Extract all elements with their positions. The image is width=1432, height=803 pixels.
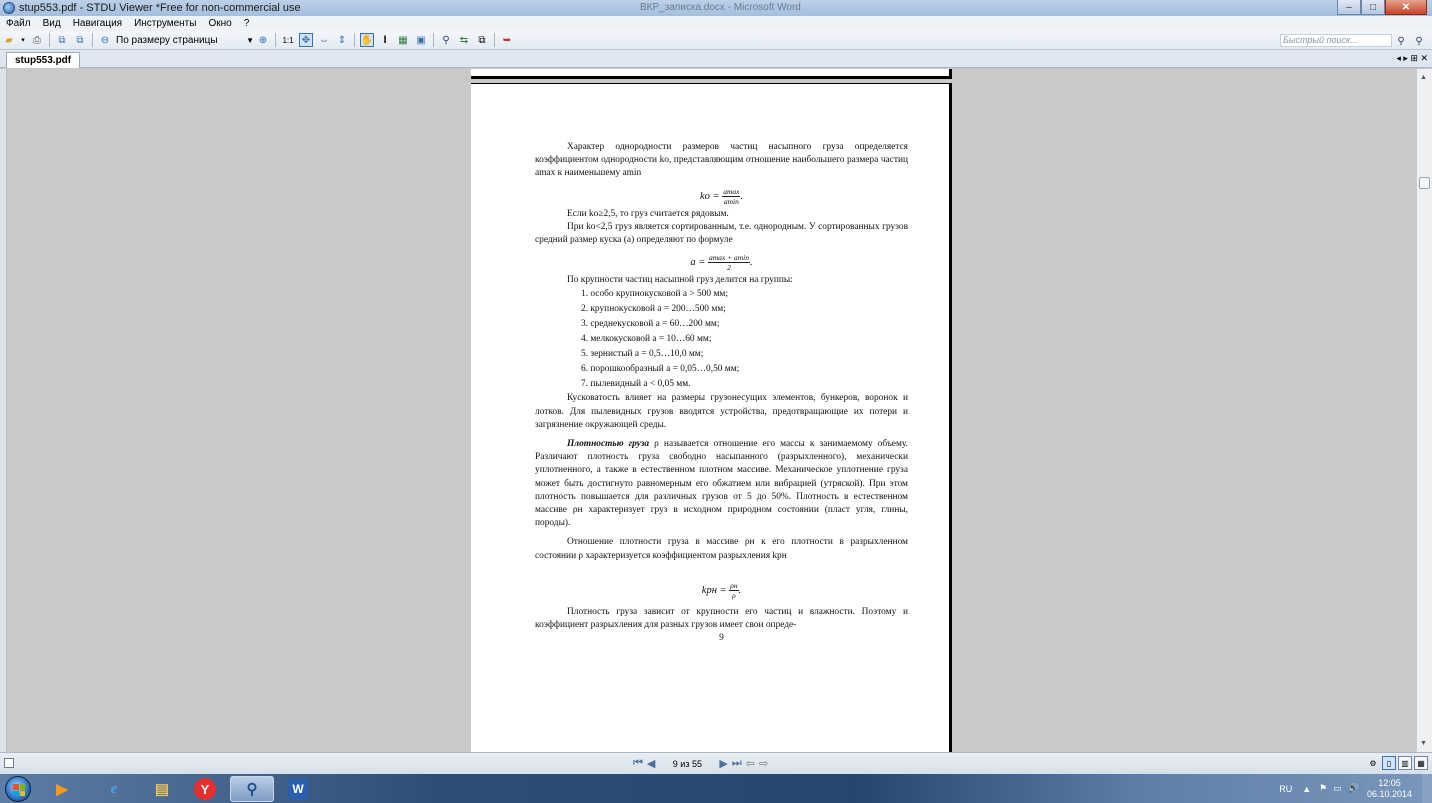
formula-loosening — [535, 581, 908, 600]
search-prev-icon[interactable]: ⚲ — [1397, 35, 1405, 47]
file-explorer-icon[interactable]: ▤ — [154, 781, 170, 798]
toolbar-separator — [275, 33, 276, 47]
list-item: 1. особо крупнокусковой a > 500 мм; — [581, 289, 728, 300]
panel-toggle-icon[interactable] — [4, 758, 14, 768]
paragraph: При kо<2,5 груз является сортированным, т.е. однородным. У сортированных грузов средний размер куска (а) определяют по формуле — [535, 221, 908, 246]
formula-numerator: ρн — [730, 580, 738, 590]
zoom-in-icon[interactable]: ⊕ — [258, 34, 268, 46]
status-bar — [0, 752, 1432, 774]
pdf-page — [471, 83, 952, 752]
formula-denominator: ρ — [732, 590, 736, 600]
fit-page-icon[interactable]: ✥ — [299, 33, 313, 47]
first-page-icon[interactable]: ⏮ — [633, 757, 643, 769]
print-icon[interactable]: ⎙ — [33, 34, 41, 46]
page-number: 9 — [719, 633, 724, 644]
zoom-select[interactable] — [116, 33, 254, 47]
formula-lhs: kо = — [699, 190, 720, 202]
show-desktop-button[interactable] — [1422, 774, 1432, 803]
formula-denominator: 2 — [727, 263, 731, 273]
internet-explorer-icon[interactable]: e — [110, 780, 118, 797]
menu-help[interactable]: ? — [243, 18, 250, 29]
swap-icon[interactable]: ⇆ — [459, 34, 469, 46]
copy-icon[interactable]: ⧉ — [478, 34, 486, 46]
toolbar-separator — [92, 33, 93, 47]
tray-expand-icon[interactable]: ▲ — [1302, 783, 1312, 794]
close-button[interactable]: ✕ — [1385, 0, 1427, 15]
paragraph-density — [535, 438, 908, 530]
word-task-icon[interactable]: W — [276, 776, 320, 802]
minimize-button[interactable]: – — [1337, 0, 1361, 15]
settings-icon[interactable]: ⚙ — [1369, 758, 1377, 768]
toolbar — [0, 31, 1432, 50]
window-title: stup553.pdf - STDU Viewer *Free for non-commercial use — [19, 2, 301, 14]
search-next-icon[interactable]: ⚲ — [1415, 35, 1423, 47]
facing-view-icon[interactable]: ▦ — [1414, 756, 1428, 770]
history-back-icon[interactable]: ⇦ — [745, 758, 755, 770]
vertical-scrollbar[interactable] — [1416, 69, 1432, 752]
list-item: 6. порошкообразный a = 0,05…0,50 мм; — [581, 364, 740, 375]
tab-controls[interactable]: ◂ ▸ ⊞ ✕ — [1396, 53, 1428, 63]
windows-logo-icon — [13, 784, 25, 796]
toolbar-separator — [494, 33, 495, 47]
term-density: Плотностью груза — [567, 439, 650, 450]
list-item: 4. мелкокусковой a = 10…60 мм; — [581, 334, 712, 345]
paragraph: Если kо≥2,5, то груз считается рядовым. — [567, 208, 729, 219]
formula-average-size — [535, 253, 908, 272]
snapshot-icon[interactable]: ▦ — [398, 34, 408, 46]
page-indicator[interactable]: 9 из 55 — [672, 758, 702, 769]
zoom-value: По размеру страницы — [116, 34, 218, 46]
thumbnail-icon[interactable]: ▣ — [416, 34, 426, 46]
flag-icon[interactable]: ⚑ — [1319, 783, 1328, 793]
dropdown-arrow-icon[interactable]: ▾ — [21, 37, 25, 44]
formula-lhs: a = — [690, 257, 706, 269]
page-next-icon[interactable]: ⧉ — [76, 34, 84, 46]
continuous-view-icon[interactable]: ▥ — [1398, 756, 1412, 770]
side-panel-collapsed[interactable] — [0, 69, 7, 752]
start-button[interactable] — [5, 776, 31, 802]
menu-tools[interactable]: Инструменты — [134, 18, 197, 29]
page-navigation — [633, 757, 768, 770]
yandex-browser-icon[interactable]: Y — [183, 776, 227, 802]
menu-file[interactable]: Файл — [6, 18, 31, 29]
list-item: 3. среднекусковой a = 60…200 мм; — [581, 319, 720, 330]
previous-page-icon[interactable]: ◀ — [646, 758, 656, 770]
document-viewport[interactable] — [7, 69, 1416, 752]
history-forward-icon[interactable]: ⇨ — [758, 758, 769, 770]
window-controls — [1337, 0, 1427, 15]
clock-date: 06.10.2014 — [1366, 788, 1412, 799]
formula-end: . — [738, 584, 742, 596]
search-buttons — [1392, 34, 1428, 48]
media-player-icon[interactable]: ▶ — [56, 781, 68, 798]
tab-document[interactable]: stup553.pdf — [6, 52, 80, 68]
formula-numerator: amax — [723, 186, 740, 196]
formula-fraction — [729, 581, 738, 600]
chevron-down-icon: ▼ — [246, 35, 254, 45]
toolbar-separator — [354, 33, 355, 47]
background-window-title: ВКР_записка.docx - Microsoft Word — [640, 2, 801, 13]
page-prev-icon[interactable]: ⧉ — [58, 34, 66, 46]
toolbar-separator — [433, 33, 434, 47]
toolbar-separator — [49, 33, 50, 47]
list-item: 5. зернистый a = 0,5…10,0 мм; — [581, 349, 704, 360]
list-item: 7. пылевидный a < 0,05 мм. — [581, 379, 691, 390]
paragraph: Отношение плотности груза в массиве ρн к его плотности в разрыхленном состоянии ρ характеризуется коэффициентом разрыхления kрн — [535, 537, 908, 561]
scroll-up-icon[interactable]: ▲ — [1420, 74, 1427, 81]
maximize-button[interactable]: □ — [1361, 0, 1385, 15]
list-item: 2. крупнокусковой a = 200…500 мм; — [581, 304, 726, 315]
last-page-icon[interactable]: ⏭ — [731, 757, 742, 769]
find-icon[interactable]: ⚲ — [442, 34, 450, 46]
paragraph: Кусковатость влияет на размеры грузонесущих элементов, бункеров, воронок и лотков. Для пылевидных грузов вводятся устройства, предотвращающие их потери и загрязнение окружающей среды. — [535, 393, 908, 430]
language-indicator[interactable]: RU — [1279, 783, 1293, 794]
hand-tool-icon[interactable]: ✋ — [360, 34, 374, 46]
formula-end: . — [740, 190, 744, 202]
paragraph-text: ρ называется отношение его массы к занимаемому объему. Различают плотность груза свободно насыпанного (разрыхленного), механически уплотненного, а также в естественном плотном массиве. Механическое уплотнение груза может быть достигнуто равномерным его обжатием или вибрацией (утряской). При этом плотность повышается для различных грузов от 5 до 50%. Плотность в естественном массиве ρн характеризует груз в исходном природном состоянии (пласт угля, глины, породы). — [535, 439, 908, 529]
fit-width-icon[interactable]: ⇔ — [319, 34, 329, 46]
formula-numerator: amax + amin — [708, 253, 750, 263]
app-icon — [3, 2, 15, 14]
page-content — [535, 141, 908, 645]
tab-strip — [0, 50, 1432, 68]
formula-fraction — [708, 253, 750, 272]
previous-page-edge — [471, 69, 952, 79]
formula-end: . — [750, 257, 753, 269]
view-mode-buttons — [1366, 756, 1428, 770]
open-folder-icon[interactable]: ▰ — [5, 34, 13, 46]
paragraph: По крупности частиц насыпной груз делится на группы: — [567, 275, 793, 286]
single-page-view-icon[interactable]: ▯ — [1382, 756, 1396, 770]
menu-view[interactable]: Вид — [42, 18, 61, 29]
formula-denominator: amin — [723, 196, 739, 206]
actual-size-button[interactable]: 1:1 — [282, 35, 294, 45]
clock-time: 12:05 — [1378, 777, 1401, 788]
menu-window[interactable]: Окно — [208, 18, 232, 29]
fit-height-icon[interactable]: ⇕ — [337, 34, 347, 46]
formula-lhs: kрн = — [701, 584, 727, 596]
windows-taskbar — [0, 774, 1432, 803]
paragraph: Плотность груза зависит от крупности его частиц и влажности. Поэтому и коэффициент разрыхления для разных грузов имеет свои опреде- — [535, 606, 908, 631]
bookmark-icon[interactable]: ➥ — [502, 34, 512, 46]
clock[interactable] — [1367, 778, 1412, 800]
scroll-down-icon[interactable]: ▼ — [1420, 740, 1427, 747]
formula-fraction — [722, 187, 740, 206]
zoom-out-icon[interactable]: ⊖ — [100, 34, 110, 46]
system-tray — [1279, 774, 1432, 803]
stdu-viewer-task-icon[interactable]: ⚲ — [230, 776, 274, 802]
formula-uniformity — [535, 187, 908, 206]
title-bar — [0, 0, 1432, 16]
paragraph: Характер однородности размеров частиц насыпного груза определяется коэффициентом однородности kо, представляющим отношение наибольшего размера частиц amax к наименьшему amin — [535, 142, 908, 179]
scrollbar-thumb[interactable] — [1419, 177, 1430, 189]
network-icon[interactable]: ▭ — [1333, 783, 1342, 793]
next-page-icon[interactable]: ▶ — [719, 758, 728, 770]
text-select-icon[interactable]: 𝐈 — [383, 34, 387, 46]
menu-bar — [0, 16, 1432, 31]
size-groups-list — [581, 287, 908, 392]
volume-icon[interactable]: 🔊 — [1347, 783, 1359, 793]
menu-navigation[interactable]: Навигация — [72, 18, 123, 29]
quick-search-input[interactable]: Быстрый поиск... — [1280, 34, 1392, 47]
